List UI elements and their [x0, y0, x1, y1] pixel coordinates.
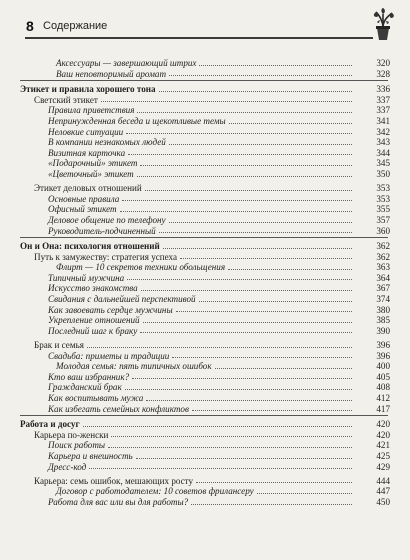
leader-dots	[128, 154, 352, 155]
toc-entry-page: 396	[376, 340, 390, 351]
toc-entry-title: Как избегать семейных конфликтов	[48, 403, 189, 414]
toc-entry	[20, 158, 390, 169]
toc-entry-page: 412	[376, 393, 390, 403]
leader-dots	[199, 301, 352, 302]
toc-entry-title: Поиск работы	[48, 440, 106, 451]
toc-entry	[20, 127, 390, 138]
toc-entry-title: Правила приветствия	[48, 105, 135, 116]
leader-dots	[257, 493, 352, 494]
toc-entry-title: Договор с работодателем: 10 советов фрилансеру	[56, 486, 254, 497]
toc-entry-title: В компании незнакомых людей	[48, 137, 166, 148]
toc-entry-title: Работа для вас или вы для работы?	[48, 496, 189, 507]
toc-entry-title: Неловкие ситуации	[48, 126, 124, 137]
toc-entry-page: 444	[376, 475, 390, 486]
toc-entry	[20, 252, 390, 263]
page-header	[14, 8, 398, 38]
toc-entry	[20, 204, 390, 215]
toc-entry-page: 362	[376, 241, 390, 252]
toc-entry	[20, 372, 390, 383]
toc-entry	[20, 476, 390, 487]
leader-dots	[215, 368, 352, 369]
toc-entry-page: 380	[376, 304, 390, 315]
toc-entry-title: Искусство знакомства	[48, 283, 138, 294]
toc-entry	[20, 361, 390, 372]
leader-dots	[141, 290, 352, 291]
leader-dots	[169, 75, 352, 76]
leader-dots	[159, 232, 352, 233]
leader-dots	[180, 258, 352, 259]
leader-dots	[163, 248, 352, 249]
toc-entry-page: 353	[376, 193, 390, 204]
toc-entry-title: «Подарочный» этикет	[48, 158, 138, 169]
toc-entry-title: Свидания с дальнейшей перспективой	[48, 294, 196, 305]
leader-dots	[172, 357, 352, 358]
leader-dots	[126, 133, 352, 134]
toc-entry-title: Офисный этикет	[48, 204, 117, 215]
table-of-contents	[20, 58, 390, 508]
leader-dots	[127, 279, 352, 280]
toc-entry	[20, 497, 390, 508]
toc-entry-page: 320	[376, 58, 390, 68]
toc-entry	[20, 58, 390, 69]
leader-dots	[228, 269, 352, 270]
toc-entry-page: 374	[376, 294, 390, 305]
toc-entry-page: 343	[376, 137, 390, 148]
leader-dots	[229, 123, 352, 124]
toc-entry-page: 367	[376, 283, 390, 294]
toc-entry-page: 364	[376, 272, 390, 283]
toc-entry	[20, 430, 390, 441]
toc-entry-page: 447	[376, 486, 390, 497]
toc-entry	[20, 404, 390, 415]
leader-dots	[176, 311, 352, 312]
toc-entry-title: Молодая семья: пять типичных ошибок	[56, 361, 212, 372]
toc-entry	[20, 169, 390, 180]
leader-dots	[143, 322, 352, 323]
page-title: Содержание	[43, 20, 108, 32]
toc-entry-page: 390	[376, 325, 390, 336]
toc-entry-page: 425	[376, 450, 390, 461]
toc-entry	[20, 226, 390, 237]
toc-entry	[20, 95, 390, 106]
toc-entry-page: 341	[376, 115, 390, 126]
toc-entry-title: Визитная карточка	[48, 147, 126, 158]
toc-entry	[20, 382, 390, 393]
toc-entry-title: Последний шаг к браку	[48, 325, 138, 336]
leader-dots	[196, 482, 352, 483]
toc-entry-title: Карьера: семь ошибок, мешающих росту	[34, 475, 194, 486]
toc-entry	[20, 84, 390, 95]
toc-entry-title: Путь к замужеству: стратегия успеха	[34, 251, 178, 262]
toc-entry-page: 337	[376, 94, 390, 105]
toc-entry-page: 362	[376, 251, 390, 262]
leader-dots	[169, 222, 352, 223]
toc-entry-page: 353	[376, 183, 390, 194]
toc-entry-page: 337	[376, 105, 390, 116]
toc-entry-page: 450	[376, 496, 390, 507]
toc-entry-title: Флирт — 10 секретов техники обольщения	[56, 262, 226, 273]
toc-entry-title: Дресс-код	[48, 461, 87, 472]
toc-entry	[20, 194, 390, 205]
toc-entry-page: 408	[376, 382, 390, 393]
header-rule	[25, 37, 373, 39]
leader-dots	[83, 426, 352, 427]
leader-dots	[137, 112, 352, 113]
toc-entry	[20, 440, 390, 451]
toc-entry	[20, 419, 390, 430]
toc-entry-title: Карьера по-женски	[34, 429, 109, 440]
toc-entry	[20, 305, 390, 316]
toc-entry	[20, 105, 390, 116]
toc-entry	[20, 351, 390, 362]
toc-entry-page: 405	[376, 371, 390, 382]
toc-entry-title: Карьера и внешность	[48, 450, 133, 461]
leader-dots	[169, 144, 352, 145]
toc-entry	[20, 294, 390, 305]
leader-dots	[120, 211, 352, 212]
toc-entry	[20, 241, 390, 252]
leader-dots	[87, 347, 352, 348]
leader-dots	[132, 378, 352, 379]
toc-entry-title: Кто ваш избранник?	[48, 371, 130, 382]
toc-entry-page: 328	[376, 68, 390, 79]
toc-entry-page: 385	[376, 315, 390, 326]
toc-entry-page: 429	[376, 461, 390, 472]
toc-entry-title: «Цветочный» этикет	[48, 168, 134, 179]
toc-entry	[20, 262, 390, 273]
toc-entry-page: 350	[376, 168, 390, 179]
toc-entry	[20, 215, 390, 226]
toc-entry	[20, 273, 390, 284]
toc-entry-page: 336	[376, 84, 390, 95]
toc-entry-page: 360	[376, 225, 390, 236]
toc-entry-title: Как завоевать сердце мужчины	[48, 304, 173, 315]
toc-entry-page: 400	[376, 361, 390, 372]
section-divider	[20, 80, 388, 81]
leader-dots	[136, 458, 352, 459]
section-divider	[20, 415, 388, 416]
page-number: 8	[26, 18, 34, 34]
toc-entry	[20, 183, 390, 194]
toc-entry-title: Свадьба: приметы и традиции	[48, 350, 170, 361]
toc-entry-page: 357	[376, 214, 390, 225]
leader-dots	[111, 436, 352, 437]
toc-entry	[20, 462, 390, 473]
leader-dots	[137, 176, 352, 177]
toc-entry	[20, 148, 390, 159]
toc-entry-title: Аксессуары — завершающий штрих	[56, 58, 197, 68]
toc-entry	[20, 326, 390, 337]
leader-dots	[199, 65, 352, 66]
toc-entry-title: Брак и семья	[34, 340, 84, 351]
toc-entry-title: Основные правила	[48, 193, 120, 204]
toc-entry	[20, 116, 390, 127]
toc-entry-page: 345	[376, 158, 390, 169]
leader-dots	[159, 91, 352, 92]
section-divider	[20, 237, 388, 238]
toc-entry-title: Типичный мужчина	[48, 272, 125, 283]
toc-entry-title: Светский этикет	[34, 94, 98, 105]
toc-entry	[20, 315, 390, 326]
toc-entry	[20, 340, 390, 351]
leader-dots	[192, 410, 352, 411]
toc-entry-title: Ваш неповторимый аромат	[56, 68, 167, 79]
leader-dots	[125, 389, 352, 390]
leader-dots	[146, 400, 352, 401]
toc-entry-page: 363	[376, 262, 390, 273]
toc-entry	[20, 486, 390, 497]
toc-entry-title: Работа и досуг	[20, 419, 80, 430]
toc-entry-title: Этикет и правила хорошего тона	[20, 84, 156, 95]
toc-entry	[20, 137, 390, 148]
toc-entry-title: Он и Она: психология отношений	[20, 241, 160, 252]
toc-entry	[20, 283, 390, 294]
leader-dots	[140, 332, 352, 333]
leader-dots	[191, 504, 352, 505]
toc-entry-page: 417	[376, 403, 390, 414]
leader-dots	[145, 190, 352, 191]
toc-entry-page: 421	[376, 440, 390, 451]
potted-plant-icon	[368, 8, 398, 42]
toc-entry-page: 355	[376, 204, 390, 215]
toc-entry-title: Деловое общение по телефону	[48, 214, 166, 225]
toc-entry-page: 420	[376, 419, 390, 430]
toc-entry-page: 344	[376, 147, 390, 158]
toc-entry-title: Гражданский брак	[48, 382, 122, 393]
leader-dots	[108, 447, 352, 448]
toc-entry-page: 396	[376, 350, 390, 361]
toc-entry	[20, 451, 390, 462]
toc-entry	[20, 393, 390, 404]
toc-entry-title: Как воспитывать мужа	[48, 393, 144, 403]
leader-dots	[89, 468, 352, 469]
leader-dots	[122, 200, 352, 201]
toc-entry-title: Непринужденная беседа и щекотливые темы	[48, 115, 226, 126]
toc-entry-title: Укрепление отношений	[48, 315, 140, 326]
leader-dots	[101, 101, 352, 102]
toc-entry	[20, 69, 390, 80]
toc-entry-title: Этикет деловых отношений	[34, 183, 142, 194]
toc-entry-title: Руководитель-подчиненный	[48, 225, 156, 236]
toc-entry-page: 342	[376, 126, 390, 137]
leader-dots	[140, 165, 352, 166]
toc-entry-page: 420	[376, 429, 390, 440]
